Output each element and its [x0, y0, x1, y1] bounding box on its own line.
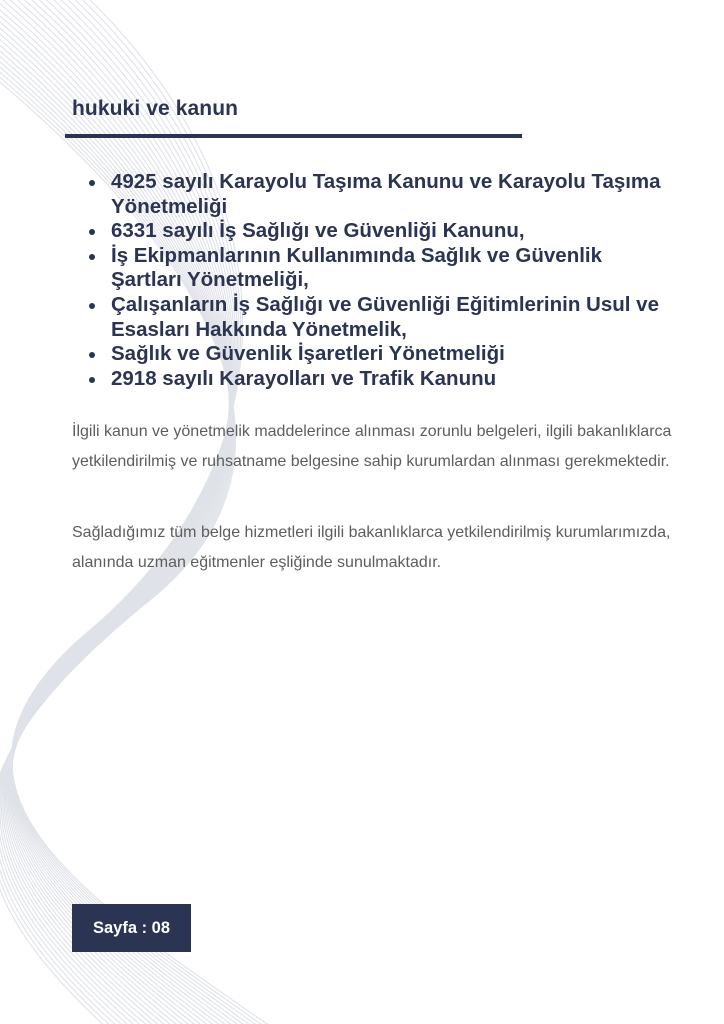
wave-line: [0, 0, 235, 1024]
wave-line: [12, 0, 252, 1024]
bullet-icon: [89, 352, 95, 358]
page-number-badge: Sayfa : 08: [72, 904, 191, 952]
bullet-icon: [89, 303, 95, 309]
bullet-icon: [89, 254, 95, 260]
wave-line: [0, 0, 239, 1024]
body-paragraph: İlgili kanun ve yönetmelik maddelerince alınması zorunlu belgeleri, ilgili bakanlıklarca yetkilendirilmiş ve ruhsatname belgesine sahip kurumlardan alınması gerekmektedir.: [72, 423, 672, 470]
wave-line: [0, 0, 231, 1024]
wave-line: [0, 0, 233, 1024]
law-item-text: Çalışanların İş Sağlığı ve Güvenliği Eğitimlerinin Usul ve Esasları Hakkında Yönetmelik,: [111, 292, 659, 341]
heading-underline: [65, 134, 522, 138]
wave-line: [0, 0, 230, 1024]
wave-line: [0, 0, 230, 1024]
wave-line: [0, 0, 232, 1024]
list-item: [87, 244, 667, 293]
wave-line: [0, 0, 229, 1024]
wave-line: [0, 0, 231, 1024]
law-item-text: Sağlık ve Güvenlik İşaretleri Yönetmeliği: [111, 342, 505, 366]
wave-line: [11, 0, 233, 1024]
wave-line: [6, 0, 231, 1024]
list-item: [87, 367, 667, 392]
body-paragraph: Sağladığımız tüm belge hizmetleri ilgili bakanlıklarca yetkilendirilmiş kurumlarımızda, alanında uzman eğitmenler eşliğinde sunulmaktadır.: [72, 524, 671, 571]
wave-line: [12, 0, 258, 1024]
law-list: [87, 170, 667, 391]
bullet-icon: [89, 229, 95, 235]
law-item-text: 4925 sayılı Karayolu Taşıma Kanunu ve Karayolu Taşıma Yönetmeliği: [111, 170, 661, 218]
list-item: [87, 170, 667, 219]
list-item: [87, 219, 667, 244]
wave-line: [0, 0, 230, 1024]
wave-line: [0, 0, 230, 1024]
wave-line: [12, 0, 240, 1024]
law-item-text: 6331 sayılı İş Sağlığı ve Güvenliği Kanunu,: [111, 219, 525, 243]
wave-line: [0, 0, 229, 1024]
list-item: [87, 293, 667, 342]
bullet-icon: [89, 377, 95, 383]
wave-line: [0, 0, 234, 1024]
law-item-text: 2918 sayılı Karayolları ve Trafik Kanunu: [111, 366, 497, 390]
wave-line: [0, 0, 230, 1024]
wave-line: [12, 0, 277, 1024]
list-item: [87, 342, 667, 367]
wave-line: [0, 0, 232, 1024]
wave-line: [12, 0, 290, 1024]
wave-line: [12, 0, 284, 1024]
bullet-icon: [89, 180, 95, 186]
wave-line: [12, 0, 246, 1024]
wave-line: [0, 0, 230, 1024]
law-item-text: İş Ekipmanlarının Kullanımında Sağlık ve Güvenlik Şartları Yönetmeliği,: [111, 243, 603, 292]
page-heading: hukuki ve kanun: [72, 97, 239, 120]
wave-line: [12, 0, 271, 1024]
wave-line: [0, 0, 230, 1024]
wave-line: [12, 0, 265, 1024]
